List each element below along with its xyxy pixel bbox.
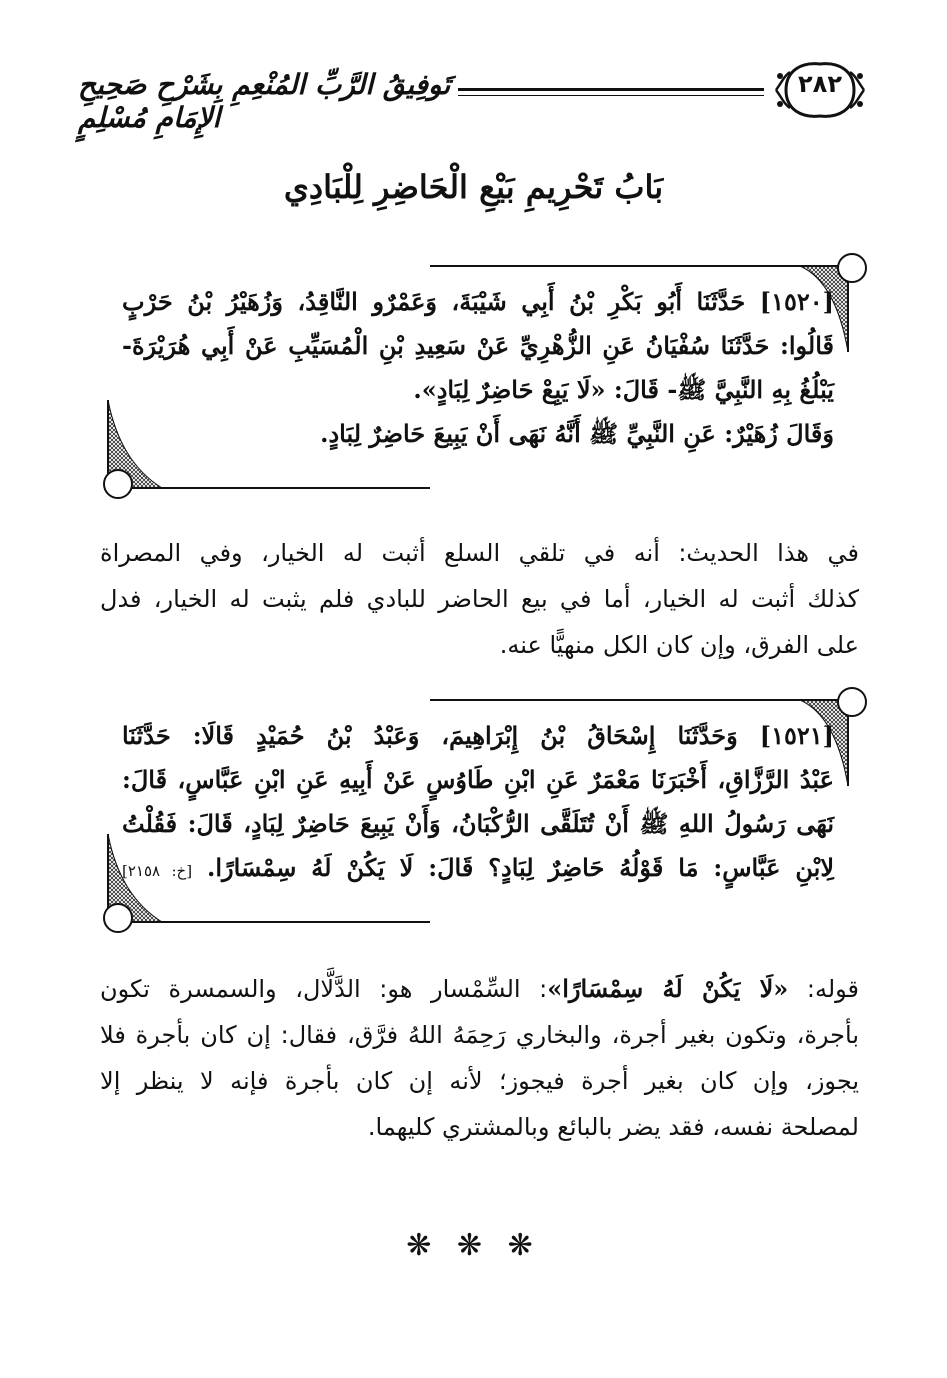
commentary-2 [100,966,859,1150]
hadith-line: قَالُوا: حَدَّثَنَا سُفْيَانُ عَنِ الزُّهْرِيِّ عَنْ سَعِيدِ بْنِ الْمُسَيِّبِ عَنْ أَبِي هُرَيْرَةَ- [122,331,834,360]
quoted-phrase: «لَا يَكُنْ لَهُ سِمْسَارًا» [547,974,789,1003]
hadith-line: يَبْلُغُ بِهِ النَّبِيَّ ﷺ- قَالَ: «لَا يَبِعْ حَاضِرٌ لِبَادٍ». [413,375,834,404]
hadith-line: [١٥٢١] وَحَدَّثَنَا إِسْحَاقُ بْنُ إِبْرَاهِيمَ، وَعَبْدُ بْنُ حُمَيْدٍ قَالَا: حَدَّثَنَا [122,721,834,750]
hadith-box-1521 [100,686,870,934]
page-number-badge [772,52,868,128]
section-end-ornaments: ❋ ❋ ❋ [406,1228,541,1263]
page-number: ٢٨٢ [798,70,842,98]
commentary-line: بأجرة، وتكون بغير أجرة، والبخاري رَحِمَهُ اللهُ فرَّق، فقال: إن كان بأجرة فلا [100,1021,859,1049]
commentary-line: لمصلحة نفسه، فقد يضر بالبائع وبالمشتري كليهما. [367,1113,859,1141]
hadith-line: وَقَالَ زُهَيْرٌ: عَنِ النَّبِيِّ ﷺ أَنَّهُ نَهَى أَنْ يَبِيعَ حَاضِرٌ لِبَادٍ. [320,419,834,448]
page-header [78,52,868,142]
commentary-line: يجوز، وإن كان بغير أجرة فيجوز؛ لأنه إن كان بأجرة فإنه لا ينظر إلا [100,1067,859,1095]
bukhari-reference: [خ: ٢١٥٨] [122,862,193,880]
hadith-box-1520 [100,252,870,500]
book-title: تَوفِيقُ الرَّبِّ المُنْعِمِ بِشَرْحِ صَحِيحِ الإِمَامِ مُسْلِمٍ [78,68,451,134]
commentary-line: كذلك أثبت له الخيار، أما في بيع الحاضر للبادي فلم يثبت له الخيار، فدل [100,585,859,613]
hadith-text-1520 [122,280,834,456]
commentary-line [100,966,859,1012]
commentary-suffix: : السِّمْسار هو: الدَّلَّال، والسمسرة تكون [100,975,548,1003]
commentary-line: في هذا الحديث: أنه في تلقي السلع أثبت له الخيار، وفي المصراة [100,539,859,567]
hadith-line: نَهَى رَسُولُ اللهِ ﷺ أَنْ تُتَلَقَّى الرُّكْبَانُ، وَأَنْ يَبِيعَ حَاضِرٌ لِبَادٍ، قَالَ: فَقُلْتُ [122,809,834,838]
commentary-line: على الفرق، وإن كان الكل منهيًّا عنه. [499,631,859,659]
commentary-1 [100,530,859,668]
commentary-prefix: قوله: [788,975,859,1003]
hadith-line [122,846,834,893]
hadith-line-text: لِابْنِ عَبَّاسٍ: مَا قَوْلُهُ حَاضِرٌ لِبَادٍ؟ قَالَ: لَا يَكُنْ لَهُ سِمْسَارًا. [207,853,835,882]
hadith-text-1521 [122,714,834,893]
chapter-title: بَابُ تَحْرِيمِ بَيْعِ الْحَاضِرِ لِلْبَادِي [283,168,664,206]
hadith-line: عَبْدُ الرَّزَّاقِ، أَخْبَرَنَا مَعْمَرٌ عَنِ ابْنِ طَاوُسٍ عَنْ أَبِيهِ عَنِ ابْنِ عَبَّاسٍ، قَالَ: [122,765,834,794]
header-rule [458,88,764,96]
hadith-line: [١٥٢٠] حَدَّثَنَا أَبُو بَكْرِ بْنُ أَبِي شَيْبَةَ، وَعَمْرٌو النَّاقِدُ، وَزُهَيْرُ بْنُ حَرْبٍ [122,287,834,316]
